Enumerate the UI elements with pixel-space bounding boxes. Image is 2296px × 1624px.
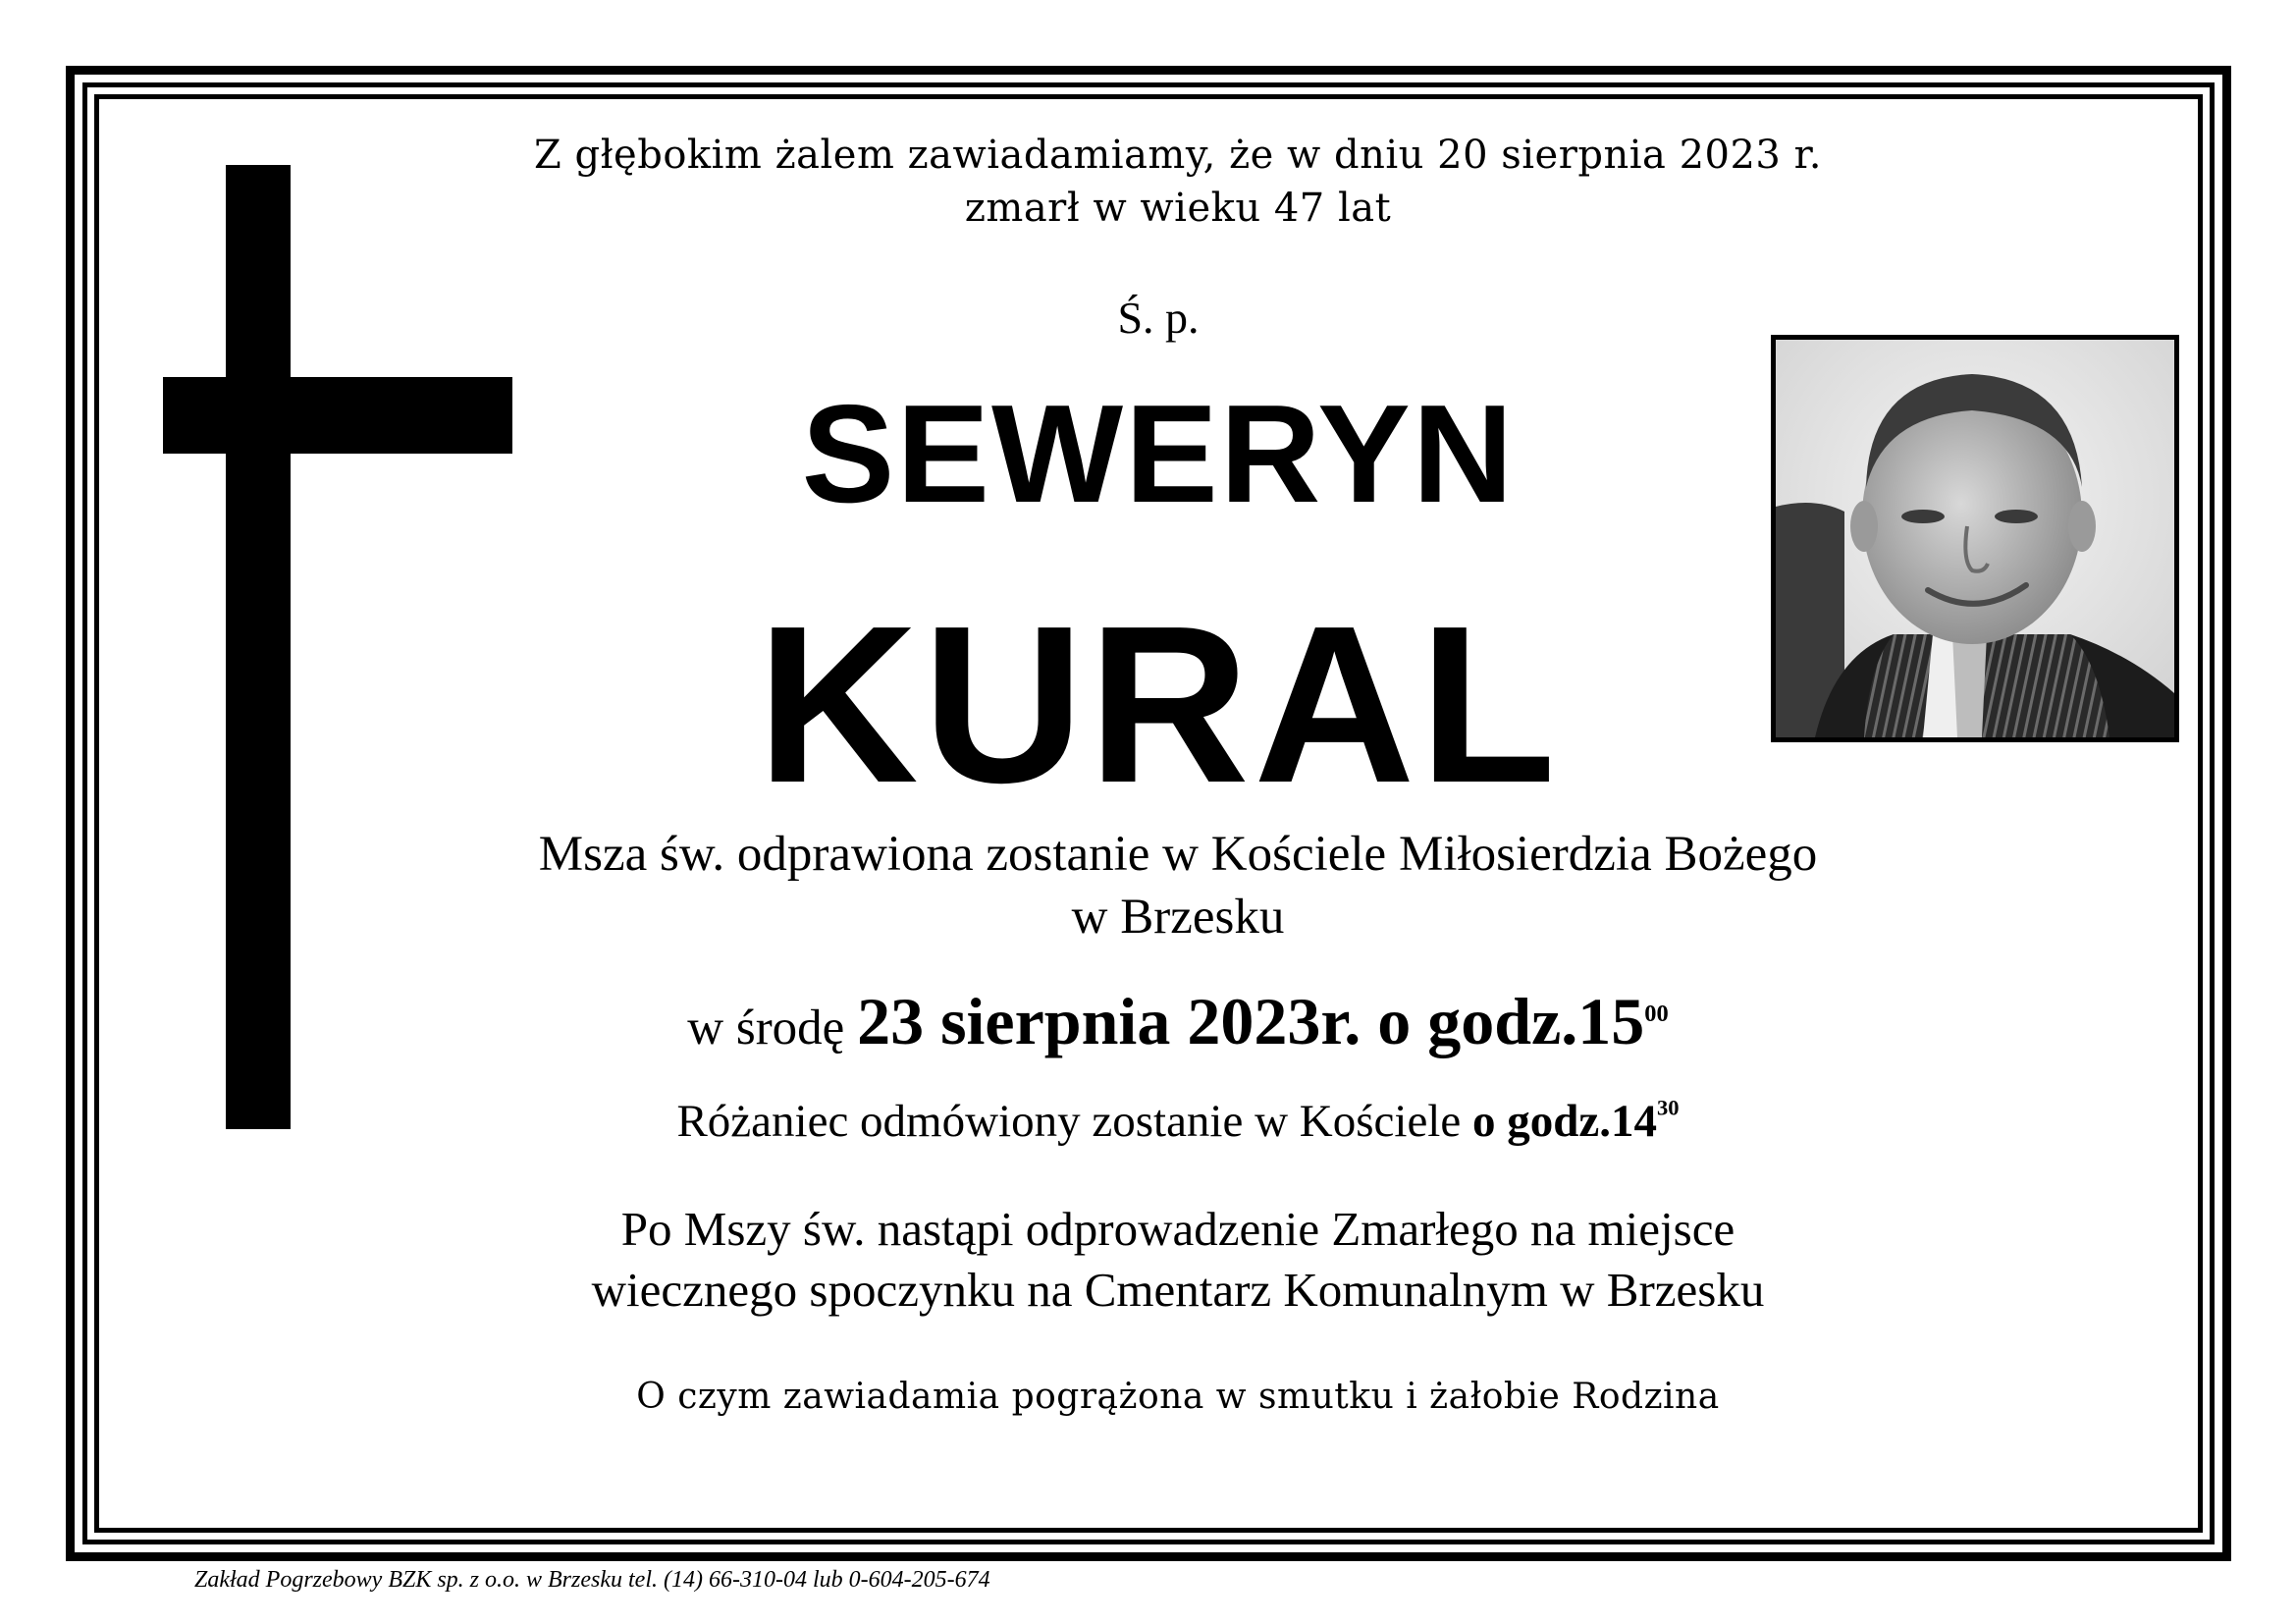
- burial-line-1: Po Mszy św. nastąpi odprowadzenie Zmarłego na miejsce: [620, 1202, 1735, 1256]
- rosary-text: Różaniec odmówiony zostanie w Kościele: [676, 1096, 1472, 1147]
- intro-line-2: zmarł w wieku 47 lat: [964, 186, 1392, 231]
- intro-line-1: Z głębokim żalem zawiadamiamy, że w dniu 20 sierpnia 2023 r.: [533, 133, 1823, 178]
- family-line: O czym zawiadamia pogrążona w smutku i żałobie Rodzina: [636, 1377, 1720, 1417]
- date-prefix: w środę: [687, 1001, 858, 1056]
- first-name: SEWERYN: [801, 376, 1516, 532]
- burial-line-2: wiecznego spoczynku na Cmentarz Komunalnym w Brzesku: [591, 1263, 1765, 1317]
- last-name: KURAL: [757, 580, 1560, 830]
- cross-horizontal-beam: [163, 377, 512, 454]
- rosary-minutes: 30: [1656, 1095, 1680, 1120]
- portrait-photo: [1771, 335, 2179, 742]
- mass-line-1: Msza św. odprawiona zostanie w Kościele Miłosierdzia Bożego: [538, 827, 1818, 882]
- portrait-illustration: [1776, 340, 2174, 737]
- mass-date: [422, 982, 1934, 1067]
- date-main: 23 sierpnia 2023r. o godz.15: [857, 984, 1645, 1058]
- rosary-line: [422, 1092, 1934, 1151]
- funeral-home-footer: Zakład Pogrzebowy BZK sp. z o.o. w Brzesku tel. (14) 66-310-04 lub 0-604-205-674: [194, 1567, 990, 1593]
- cross-vertical-beam: [226, 165, 291, 1129]
- mass-line-2: w Brzesku: [1071, 890, 1285, 945]
- date-minutes: 00: [1644, 1000, 1669, 1027]
- honorific: Ś. p.: [1117, 293, 1200, 343]
- rosary-time: o godz.14: [1471, 1096, 1657, 1147]
